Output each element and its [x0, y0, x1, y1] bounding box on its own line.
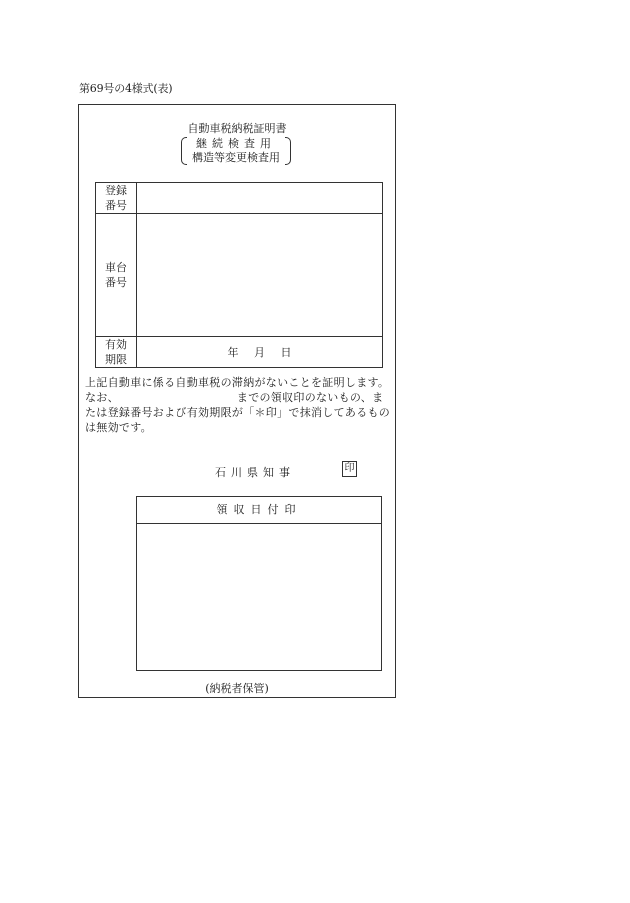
vehicle-info-table	[95, 182, 383, 368]
statement-text	[85, 375, 391, 435]
form-number: 第69号の4様式(表)	[79, 82, 173, 95]
label-line: 番号	[105, 276, 127, 289]
year-unit: 年	[227, 346, 239, 359]
right-bracket	[285, 137, 291, 165]
month-unit: 月	[254, 346, 265, 359]
label-line: 車台	[105, 261, 127, 274]
statement-line-2	[85, 390, 391, 435]
purpose-continuous-inspection: 継続検査用	[196, 137, 276, 150]
taxpayer-keep-note: (納税者保管)	[205, 682, 269, 695]
chassis-number-field[interactable]	[137, 214, 383, 337]
registration-number-label	[96, 183, 137, 214]
left-bracket	[181, 137, 187, 165]
statement-line-2-end: までの領収印のないもの、または登録番号および有効期限が「＊印」で抹消してあるものは無効です。	[85, 391, 391, 434]
table-row	[96, 214, 383, 337]
purpose-bracket	[181, 137, 291, 165]
statement-line-1: 上記自動車に係る自動車税の滞納がないことを証明します。	[85, 376, 390, 389]
table-row	[96, 337, 383, 368]
statement-line-2-start: なお、	[85, 391, 119, 404]
label-line: 番号	[105, 199, 127, 212]
expiry-label	[96, 337, 137, 368]
expiry-date-field[interactable]	[137, 337, 383, 368]
table-row	[96, 183, 383, 214]
chassis-number-label	[96, 214, 137, 337]
label-line: 期限	[105, 353, 127, 366]
label-line: 有効	[105, 338, 127, 351]
purpose-structure-change-inspection: 構造等変更検査用	[192, 151, 280, 164]
label-line: 登録	[105, 184, 127, 197]
registration-number-field[interactable]	[137, 183, 383, 214]
day-unit: 日	[280, 346, 292, 359]
receipt-stamp-box	[136, 496, 382, 671]
seal-mark: 印	[342, 461, 357, 477]
governor-name: 石川県知事	[215, 466, 295, 479]
certificate-title: 自動車税納税証明書	[187, 122, 287, 135]
receipt-stamp-header: 領収日付印	[137, 497, 381, 524]
